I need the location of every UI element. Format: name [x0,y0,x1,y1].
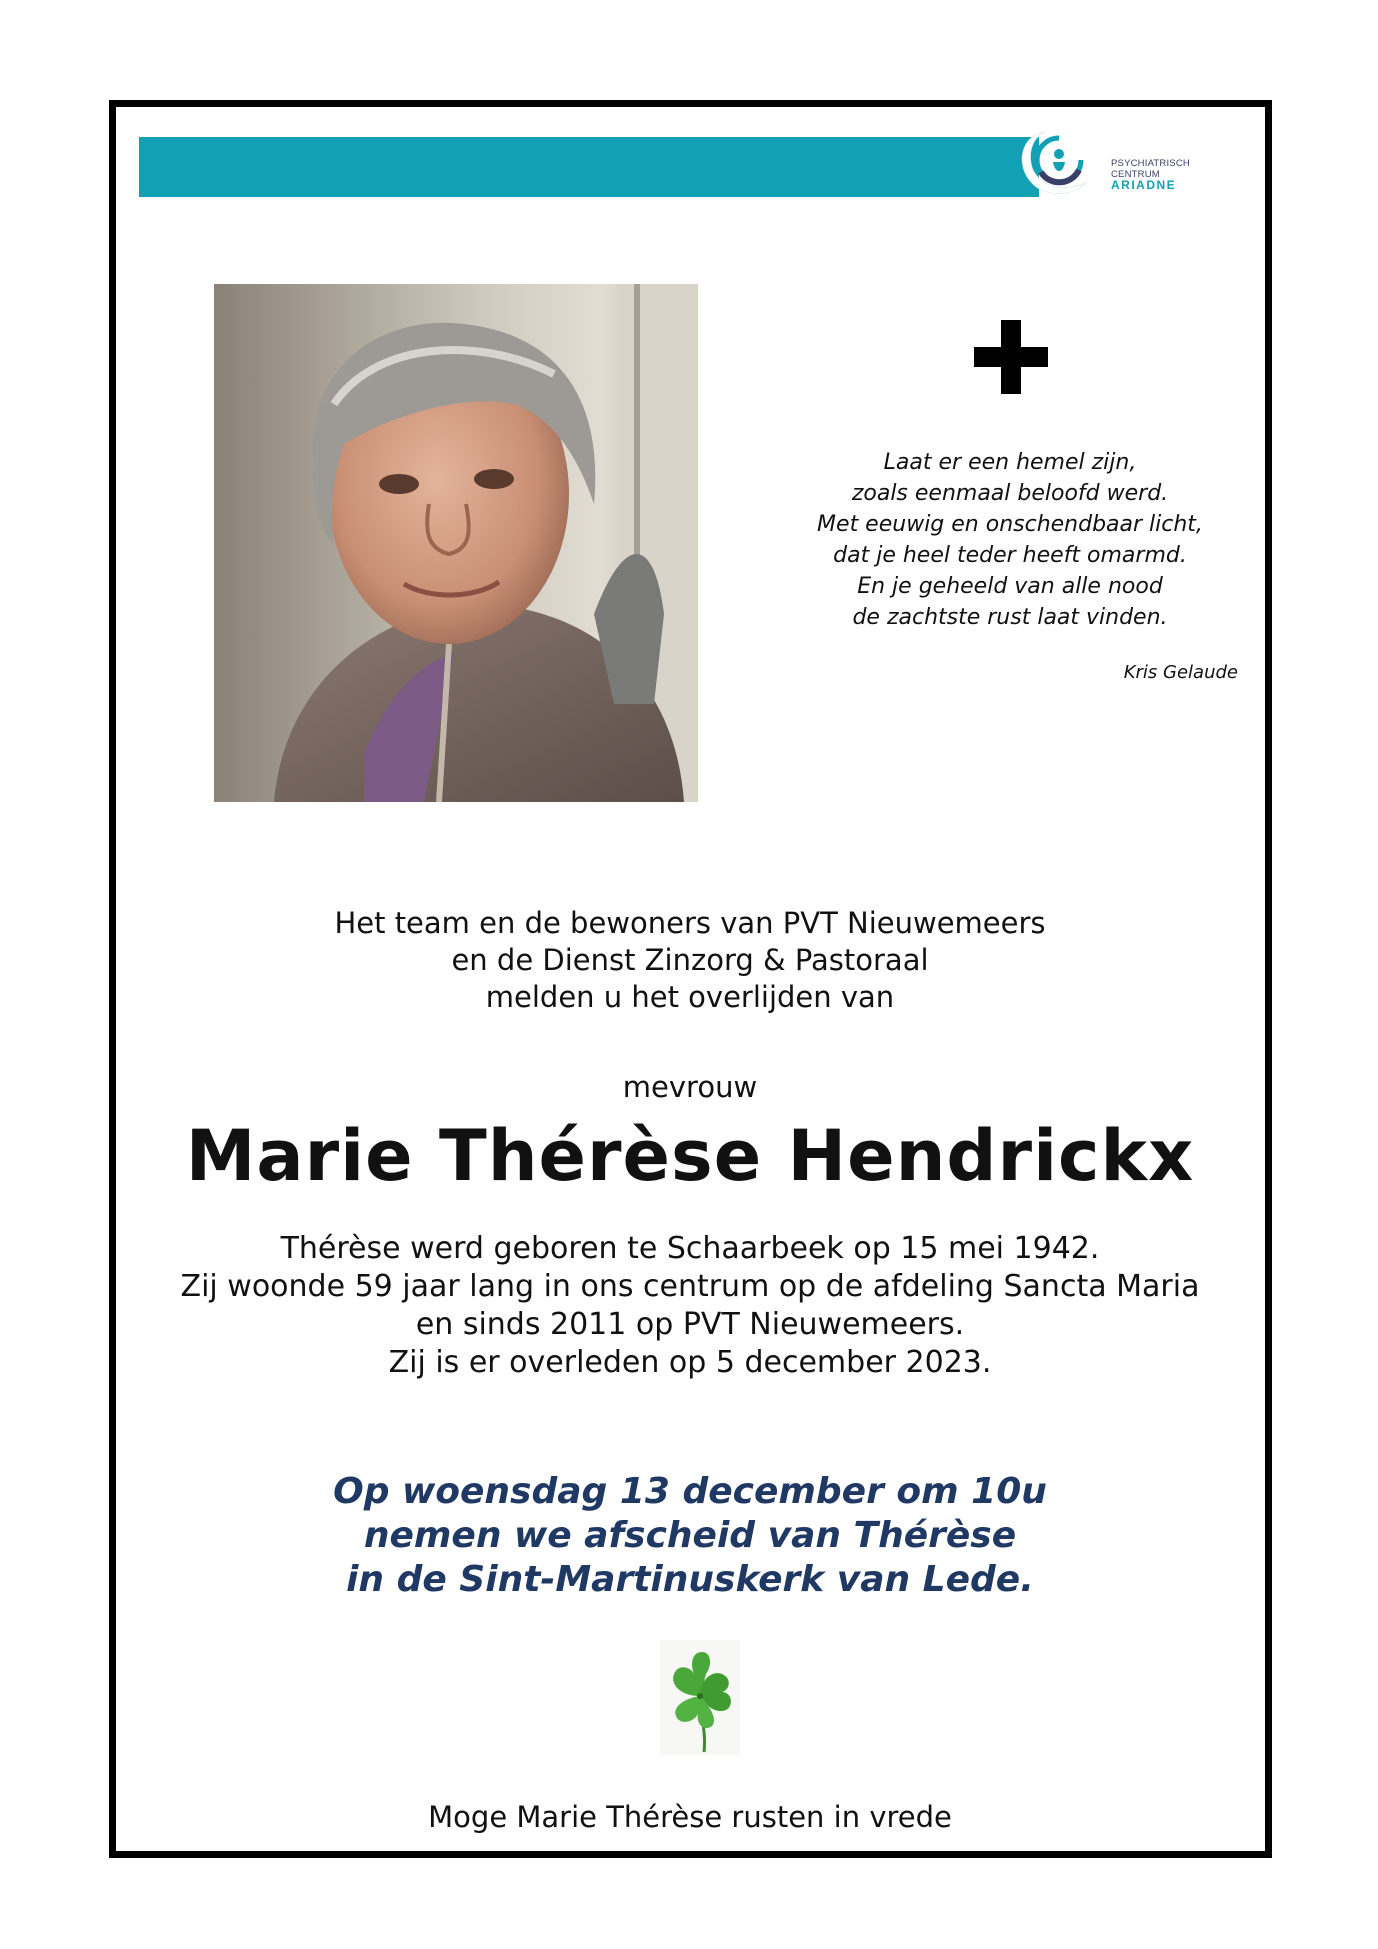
service-line: in de Sint-Martinuskerk van Lede. [346,1559,1034,1600]
poem-line: de zachtste rust laat vinden. [852,605,1168,630]
portrait-photo [214,284,698,802]
bio-line: Thérèse werd geboren te Schaarbeek op 15 mei 1942. [280,1231,1100,1266]
bio-line: Zij woonde 59 jaar lang in ons centrum op de afdeling Sancta Maria [180,1269,1200,1304]
poem-author: Kris Gelaude [1123,662,1238,683]
poem-line: dat je heel teder heeft omarmd. [833,543,1187,568]
cross-icon [974,320,1048,394]
intro-line: en de Dienst Zinzorg & Pastoraal [451,943,929,977]
poem-line: Met eeuwig en onschendbaar licht, [817,512,1203,537]
service-line: Op woensdag 13 december om 10u [333,1471,1047,1512]
logo-line-2: CENTRUM [1111,169,1160,180]
logo-line-3: ARIADNE [1111,178,1177,192]
intro-line: Het team en de bewoners van PVT Nieuwemeers [334,906,1046,940]
honorific: mevrouw [622,1070,758,1104]
logo-line-1: PSYCHIATRISCH [1111,158,1190,169]
poem-line: Laat er een hemel zijn, [883,450,1137,475]
service-line: nemen we afscheid van Thérèse [363,1515,1017,1556]
intro-line: melden u het overlijden van [485,980,895,1014]
four-leaf-clover-icon [660,1640,740,1755]
bio-line: Zij is er overleden op 5 december 2023. [388,1345,992,1380]
announcement-intro [120,905,1260,1016]
bio-line: en sinds 2011 op PVT Nieuwemeers. [415,1307,965,1342]
deceased-name: Marie Thérèse Hendrickx [185,1115,1195,1197]
logo-mark-icon [1015,124,1105,204]
biography [120,1230,1260,1382]
closing-line: Moge Marie Thérèse rusten in vrede [428,1800,952,1834]
poem [740,447,1280,633]
ariadne-logo [1015,124,1245,204]
header-bar [139,137,1039,197]
poem-line: En je geheeld van alle nood [857,574,1163,599]
poem-line: zoals eenmaal beloofd werd. [851,481,1169,506]
funeral-service-info [120,1470,1260,1602]
